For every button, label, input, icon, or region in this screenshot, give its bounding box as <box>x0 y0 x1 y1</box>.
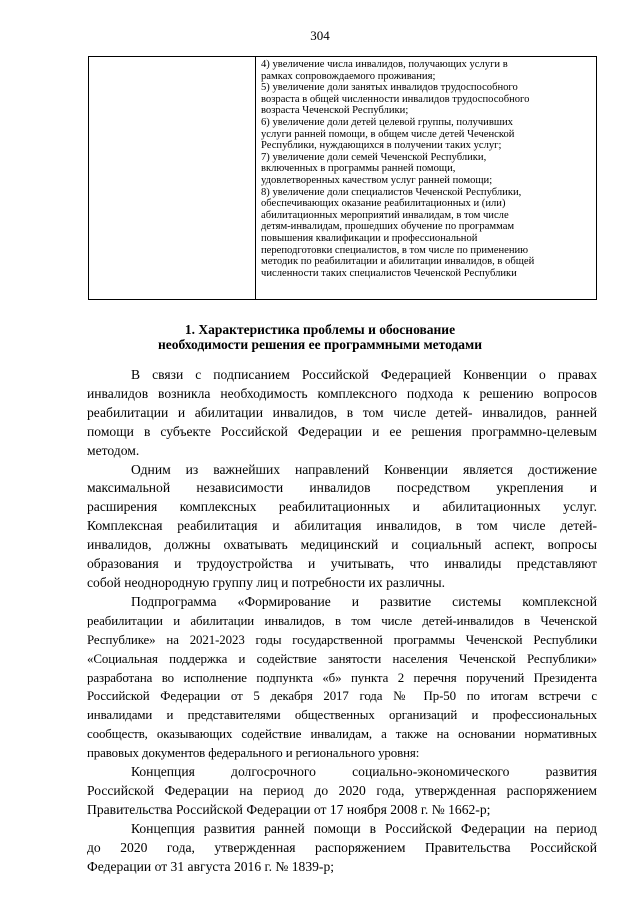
body-text <box>87 366 597 876</box>
table-cell-line: рамках сопровождаемого проживания; <box>261 70 436 82</box>
table-cell-line: услуги ранней помощи, в общем числе детей Чеченской <box>261 128 515 140</box>
paragraph-line: Комплексная реабилитация и абилитация инвалидов, в том числе детей- <box>87 518 597 534</box>
paragraph-line: помощи в субъекте Российской Федерации и ее решения программно-целевым <box>87 423 597 439</box>
table-cell-line: удовлетворенных качеством услуг ранней помощи; <box>261 174 493 186</box>
table-cell-line: обеспечивающих оказание реабилитационных и (или) <box>261 198 506 210</box>
table-cell-line: 6) увеличение доли детей целевой группы, получивших <box>261 116 513 128</box>
paragraph-line: Подпрограмма «Формирование и развитие системы комплексной <box>131 593 597 609</box>
program-table <box>88 56 597 300</box>
table-cell-indicators <box>261 59 597 279</box>
paragraph-line: Российской Федерации на период до 2020 года, утвержденная распоряжением <box>87 782 597 798</box>
paragraph-line: «Социальная поддержка и содействие занятости населения Чеченской Республики» <box>87 651 597 666</box>
table-cell-line: возраста Чеченской Республики; <box>261 105 409 117</box>
table-cell-line: 4) увеличение числа инвалидов, получающих услуги в <box>261 59 508 70</box>
paragraph-line: до 2020 года, утвержденная распоряжением Правительства Российской <box>87 839 597 855</box>
table-cell-line: возраста в общей численности инвалидов трудоспособного <box>261 93 530 105</box>
paragraph-line: реабилитации и абилитации инвалидов, в том числе детей- инвалидов, ранней <box>87 404 597 420</box>
paragraph-line: Концепция долгосрочного социально-экономического развития <box>131 764 597 780</box>
paragraph-line: инвалидами и представителями общественных организаций и профессиональных <box>87 708 597 723</box>
table-cell-line: методик по реабилитации и абилитации инвалидов, в общей <box>261 256 535 268</box>
table-cell-line: Республики, нуждающихся в получении таких услуг; <box>261 140 502 152</box>
table-cell-line: повышения квалификации и профессиональной <box>261 232 478 244</box>
paragraph-line: разработана во исполнение подпункта «б» пункта 2 перечня поручений Президента <box>87 670 597 685</box>
paragraph-line: собой неоднородную группу лиц и потребности их различны. <box>87 574 445 590</box>
table-column-divider <box>255 57 256 299</box>
paragraph-line: инвалидов возникла необходимость комплексного подхода к решению вопросов <box>87 385 597 401</box>
paragraph-line: правовых документов федерального и регионального уровня: <box>87 746 420 761</box>
table-cell-line: включенных в программы ранней помощи, <box>261 163 456 175</box>
paragraph-line: В связи с подписанием Российской Федерацией Конвенции о правах <box>131 367 597 382</box>
table-cell-line: абилитационных мероприятий инвалидам, в том числе <box>261 209 509 221</box>
paragraph-line: Республике» на 2021-2023 годы государственной программы Чеченской Республики <box>87 632 597 647</box>
table-cell-line: 5) увеличение доли занятых инвалидов трудоспособного <box>261 82 518 94</box>
table-cell-line: 7) увеличение доли семей Чеченской Республики, <box>261 151 487 163</box>
paragraph-line: Федерации от 31 августа 2016 г. № 1839-р; <box>87 858 335 874</box>
section-heading <box>0 322 640 352</box>
table-cell-line: численности таких специалистов Чеченской Республики <box>261 267 517 279</box>
paragraph-line: Концепция развития ранней помощи в Российской Федерации на период <box>131 820 597 836</box>
page-number: 304 <box>310 28 330 43</box>
paragraph-line: максимальной независимости инвалидов посредством укрепления и <box>87 480 597 496</box>
paragraph-line: расширения комплексных реабилитационных и абилитационных услуг. <box>87 499 597 515</box>
paragraph-line: сообществ, оказывающих содействие инвалидам, а также на основании нормативных <box>87 727 597 742</box>
paragraph-line: Российской Федерации от 5 декабря 2017 года № Пр-50 по итогам встречи с <box>87 689 597 704</box>
paragraph-line: Одним из важнейших направлений Конвенции является достижение <box>131 461 597 477</box>
paragraph-line: образования и трудоустройства и учитывать, что инвалиды представляют <box>87 556 597 572</box>
heading-line-2: необходимости решения ее программными методами <box>157 337 483 352</box>
paragraph-line: реабилитации и абилитации инвалидов, в том числе детей-инвалидов в Чеченской <box>87 613 597 628</box>
paragraph-line: Правительства Российской Федерации от 17 ноября 2008 г. № 1662-р; <box>87 801 491 817</box>
paragraph-line: методом. <box>87 442 140 458</box>
table-cell-line: детям-инвалидам, прошедших обучение по программам <box>261 221 515 233</box>
heading-line-1: 1. Характеристика проблемы и обоснование <box>184 322 456 337</box>
table-cell-line: 8) увеличение доли специалистов Чеченской Республики, <box>261 186 522 198</box>
paragraph-line: инвалидов, должны охватывать медицинский и социальный аспект, вопросы <box>87 537 597 553</box>
table-cell-line: переподготовки специалистов, в том числе по применению <box>261 244 529 256</box>
